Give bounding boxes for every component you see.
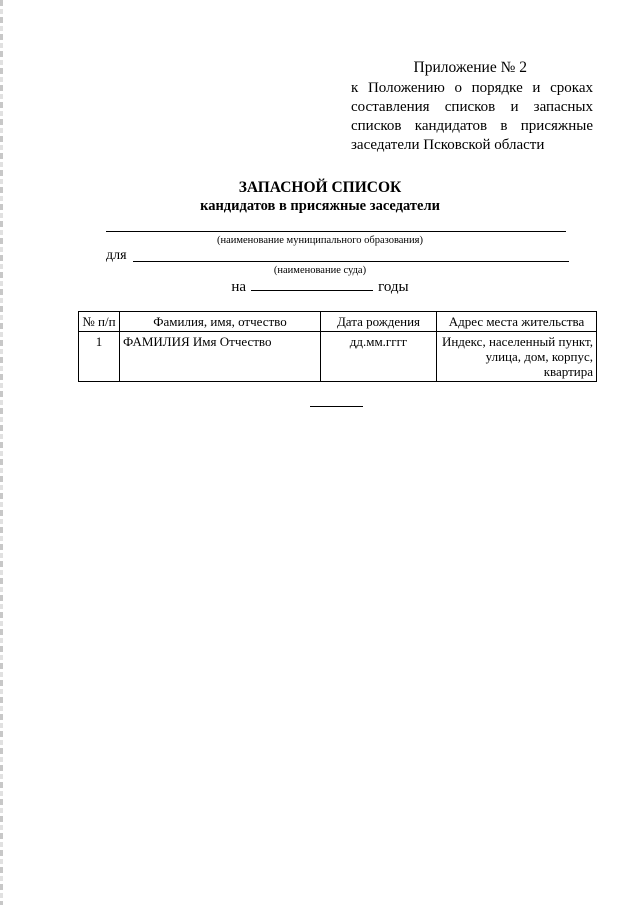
header-number: № п/п xyxy=(79,312,120,332)
row-address-line1: Индекс, населенный пункт, xyxy=(441,334,593,349)
appendix-number: Приложение № 2 xyxy=(413,59,527,76)
appendix-block xyxy=(351,58,593,155)
table-header-row xyxy=(79,312,597,332)
appendix-text: к Положению о порядке и сроках составления списков и запасных списков кандидатов в присяжные заседатели Псковской области xyxy=(351,80,593,153)
years-blank xyxy=(251,276,373,291)
row-number: 1 xyxy=(79,332,120,382)
municipality-line xyxy=(106,231,566,232)
years-line xyxy=(0,276,640,296)
years-suffix: годы xyxy=(378,279,409,295)
table-row xyxy=(79,332,597,382)
document-subtitle: кандидатов в присяжные заседатели xyxy=(200,198,440,214)
row-address xyxy=(437,332,597,382)
years-prefix: на xyxy=(231,279,247,295)
header-name: Фамилия, имя, отчество xyxy=(120,312,321,332)
end-rule xyxy=(310,406,363,407)
court-line xyxy=(133,261,569,262)
header-address: Адрес места жительства xyxy=(437,312,597,332)
row-birthdate: дд.мм.гггг xyxy=(321,332,437,382)
for-label: для xyxy=(106,248,127,263)
header-birthdate: Дата рождения xyxy=(321,312,437,332)
document-title: ЗАПАСНОЙ СПИСОК xyxy=(238,179,402,196)
court-caption: (наименование суда) xyxy=(273,265,367,276)
scan-edge-artifact xyxy=(0,0,3,905)
row-name: ФАМИЛИЯ Имя Отчество xyxy=(120,332,321,382)
candidates-table xyxy=(78,311,597,382)
row-address-line2: улица, дом, корпус, квартира xyxy=(485,349,593,379)
municipality-caption: (наименование муниципального образования) xyxy=(216,235,424,246)
